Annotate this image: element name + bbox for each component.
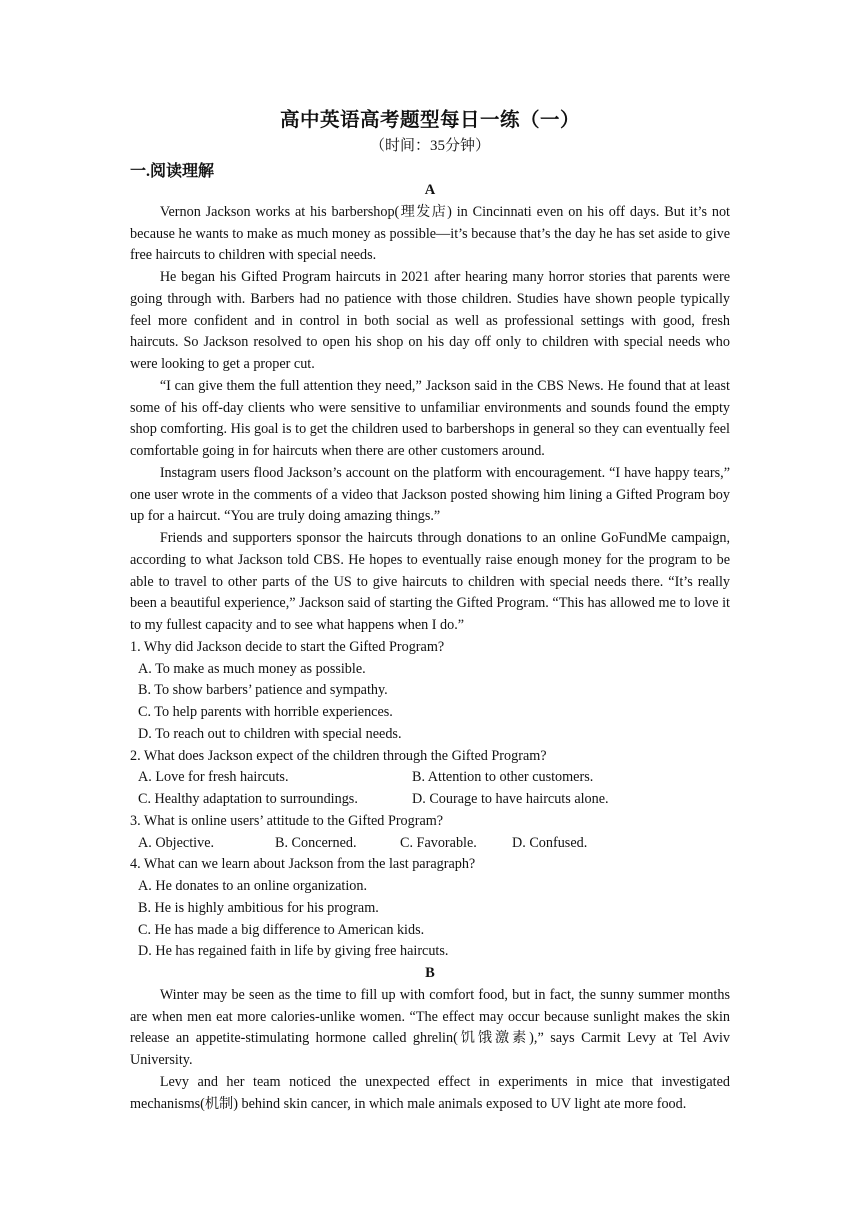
question-stem: 3. What is online users’ attitude to the Gifted Program? (130, 812, 444, 829)
passage-b-label: B (425, 965, 435, 981)
answer-option: A. He donates to an online organization. (138, 878, 368, 894)
passage-b-paragraph: Levy and her team noticed the unexpected effect in experiments in mice that investigated mechanisms(机制) behind skin cancer, in which male animals exposed to UV light ate more food. (130, 1073, 730, 1112)
answer-option: A. Objective. (138, 834, 215, 851)
passage-a-paragraph: Friends and supporters sponsor the haircuts through donations to an online GoFundMe campaign, according to what Jackson told CBS. He hopes to eventually raise enough money for the program to be able to travel to other parts of the US to give haircuts to children with special needs there. “It’s really been a beautiful experience,” Jackson said of starting the Gifted Program. “This has allowed me to love it to my fullest capacity and to see what happens when I do.” (130, 530, 730, 633)
answer-option: C. He has made a big difference to American kids. (138, 921, 425, 938)
passage-a-paragraph: Vernon Jackson works at his barbershop(理发店) in Cincinnati even on his off days. But it’s not because he wants to make as much money as possible—it’s because that’s the day he has set aside to give free haircuts to children with special needs. (130, 203, 730, 264)
passage-a-paragraph: “I can give them the full attention they need,” Jackson said in the CBS News. He found that at least some of his off-day clients who were sensitive to unfamiliar environments and sounds found the empty shop comforting. His goal is to get the children used to barbershops in general so they can eventually feel comfortable going in for haircuts when there are other customers around. (130, 377, 730, 459)
passage-a-paragraph: Instagram users flood Jackson’s account on the platform with encouragement. “I have happy tears,” one user wrote in the comments of a video that Jackson posted showing him lining a Gifted Program boy up for a haircut. “You are truly doing amazing things.” (130, 464, 730, 525)
question-stem: 4. What can we learn about Jackson from the last paragraph? (130, 856, 476, 873)
answer-option: C. To help parents with horrible experiences. (138, 704, 393, 720)
question-4 (130, 854, 730, 963)
answer-option: C. Healthy adaptation to surroundings. (138, 791, 358, 807)
option-row (130, 767, 730, 789)
passage-a-label: A (424, 182, 436, 198)
answer-option: D. To reach out to children with special needs. (138, 725, 402, 742)
question-stem: 2. What does Jackson expect of the children through the Gifted Program? (130, 747, 547, 764)
time-limit: （时间：35分钟） (369, 138, 490, 154)
answer-option: D. Courage to have haircuts alone. (412, 791, 609, 807)
passage-b-paragraph: Winter may be seen as the time to fill up with comfort food, but in fact, the sunny summer months are when men eat more calories-unlike women. “The effect may occur because sunlight makes the skin release an appetite-stimulating hormone called ghrelin(饥饿激素),” says Carmit Levy at Tel Aviv University. (130, 986, 730, 1068)
answer-option: B. He is highly ambitious for his program. (138, 899, 379, 916)
answer-option: A. To make as much money as possible. (138, 660, 366, 677)
answer-option: A. Love for fresh haircuts. (138, 769, 289, 786)
answer-option: B. Concerned. (275, 834, 357, 851)
passage-a-paragraph: He began his Gifted Program haircuts in 2021 after hearing many horror stories that parents were going through with. Barbers had no patience with those children. Studies have shown people typically feel more confident and in control in both social as well as professional settings with good, fresh haircuts. So Jackson resolved to open his shop on his day off only to children with special needs who were looking to get a proper cut. (130, 269, 730, 372)
option-row (130, 789, 730, 811)
question-2 (130, 746, 730, 811)
option-row (130, 833, 730, 855)
section-heading: 一.阅读理解 (130, 163, 215, 180)
answer-option: C. Favorable. (400, 834, 477, 851)
question-stem: 1. Why did Jackson decide to start the Gifted Program? (130, 638, 445, 655)
answer-option: D. Confused. (512, 834, 588, 851)
answer-option: B. Attention to other customers. (412, 769, 594, 786)
answer-option: B. To show barbers’ patience and sympathy. (138, 682, 388, 699)
question-3 (130, 811, 730, 855)
question-1 (130, 637, 730, 746)
reading-section (130, 180, 730, 1115)
answer-option: D. He has regained faith in life by giving free haircuts. (138, 943, 449, 960)
document-title: 高中英语高考题型每日一练（一） (279, 110, 580, 131)
